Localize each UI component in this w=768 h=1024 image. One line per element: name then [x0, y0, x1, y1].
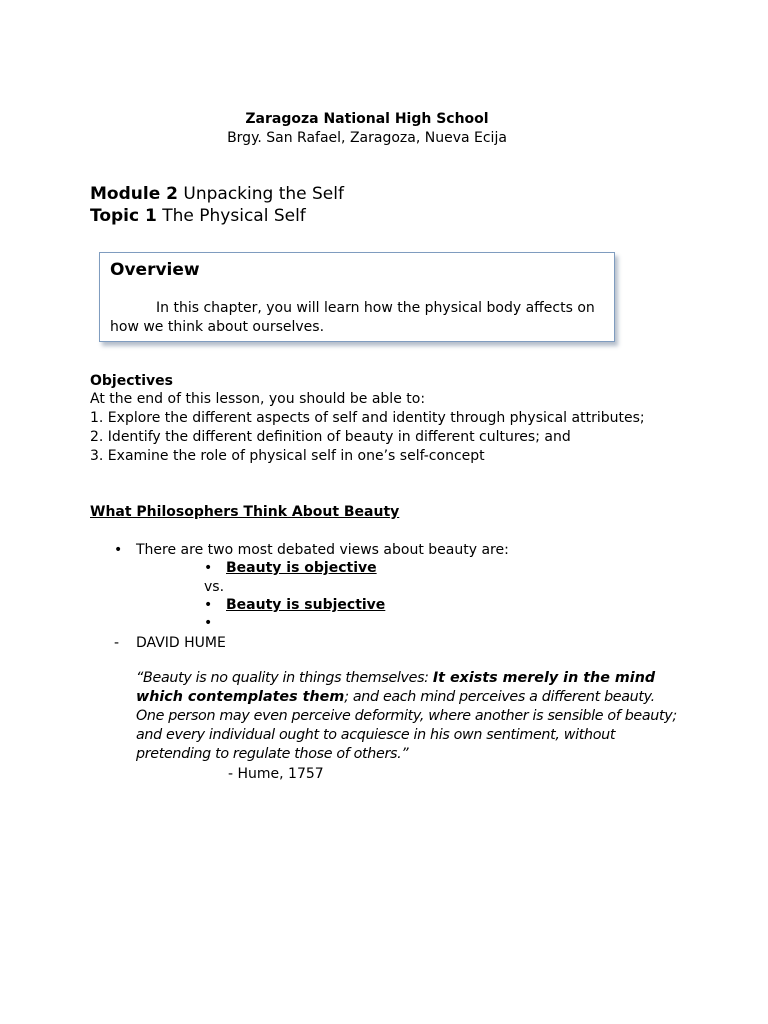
topic-line	[90, 205, 306, 227]
section-heading: What Philosophers Think About Beauty	[90, 504, 400, 520]
school-name: Zaragoza National High School	[245, 111, 489, 127]
quote-attribution: - Hume, 1757	[228, 766, 324, 782]
dash-marker: -	[114, 635, 120, 651]
topic-label: Topic 1	[90, 206, 157, 226]
bullet-dot: •	[114, 542, 123, 558]
module-label: Module 2	[90, 184, 178, 204]
versus-text: vs.	[204, 579, 225, 595]
sub-bullet-dot: •	[204, 597, 213, 613]
sub-bullet-dot: •	[204, 560, 213, 576]
objective-item-1: 1. Explore the different aspects of self and identity through physical attributes;	[90, 410, 645, 426]
objectives-heading: Objectives	[90, 373, 173, 389]
dash-item: DAVID HUME	[136, 635, 226, 651]
quote-part-2: ; and each mind perceives a different beauty. One person may even perceive deformity, where another is sensible of beauty; and every individual ought to acquiesce in his own sentiment, without pretending to regulate those of others.”	[136, 689, 677, 762]
module-line	[90, 183, 344, 205]
module-title: Unpacking the Self	[183, 184, 344, 204]
hume-quote	[136, 669, 681, 764]
view-subjective: Beauty is subjective	[226, 597, 386, 613]
bullet-text: There are two most debated views about beauty are:	[136, 542, 509, 558]
objective-item-3: 3. Examine the role of physical self in one’s self-concept	[90, 448, 485, 464]
objective-item-2: 2. Identify the different definition of beauty in different cultures; and	[90, 429, 571, 445]
view-objective: Beauty is objective	[226, 560, 377, 576]
overview-body	[110, 299, 610, 337]
quote-emphasis: It exists merely in the mind which contemplates them	[136, 670, 656, 705]
quote-part-1: “Beauty is no quality in things themselves:	[136, 670, 433, 686]
school-address: Brgy. San Rafael, Zaragoza, Nueva Ecija	[227, 130, 507, 146]
overview-title: Overview	[110, 260, 200, 280]
topic-title: The Physical Self	[162, 206, 306, 226]
overview-box	[99, 252, 615, 342]
sub-bullet-dot: •	[204, 615, 213, 631]
overview-text: In this chapter, you will learn how the physical body affects on how we think about ourselves.	[110, 300, 595, 335]
objectives-intro: At the end of this lesson, you should be able to:	[90, 391, 426, 407]
